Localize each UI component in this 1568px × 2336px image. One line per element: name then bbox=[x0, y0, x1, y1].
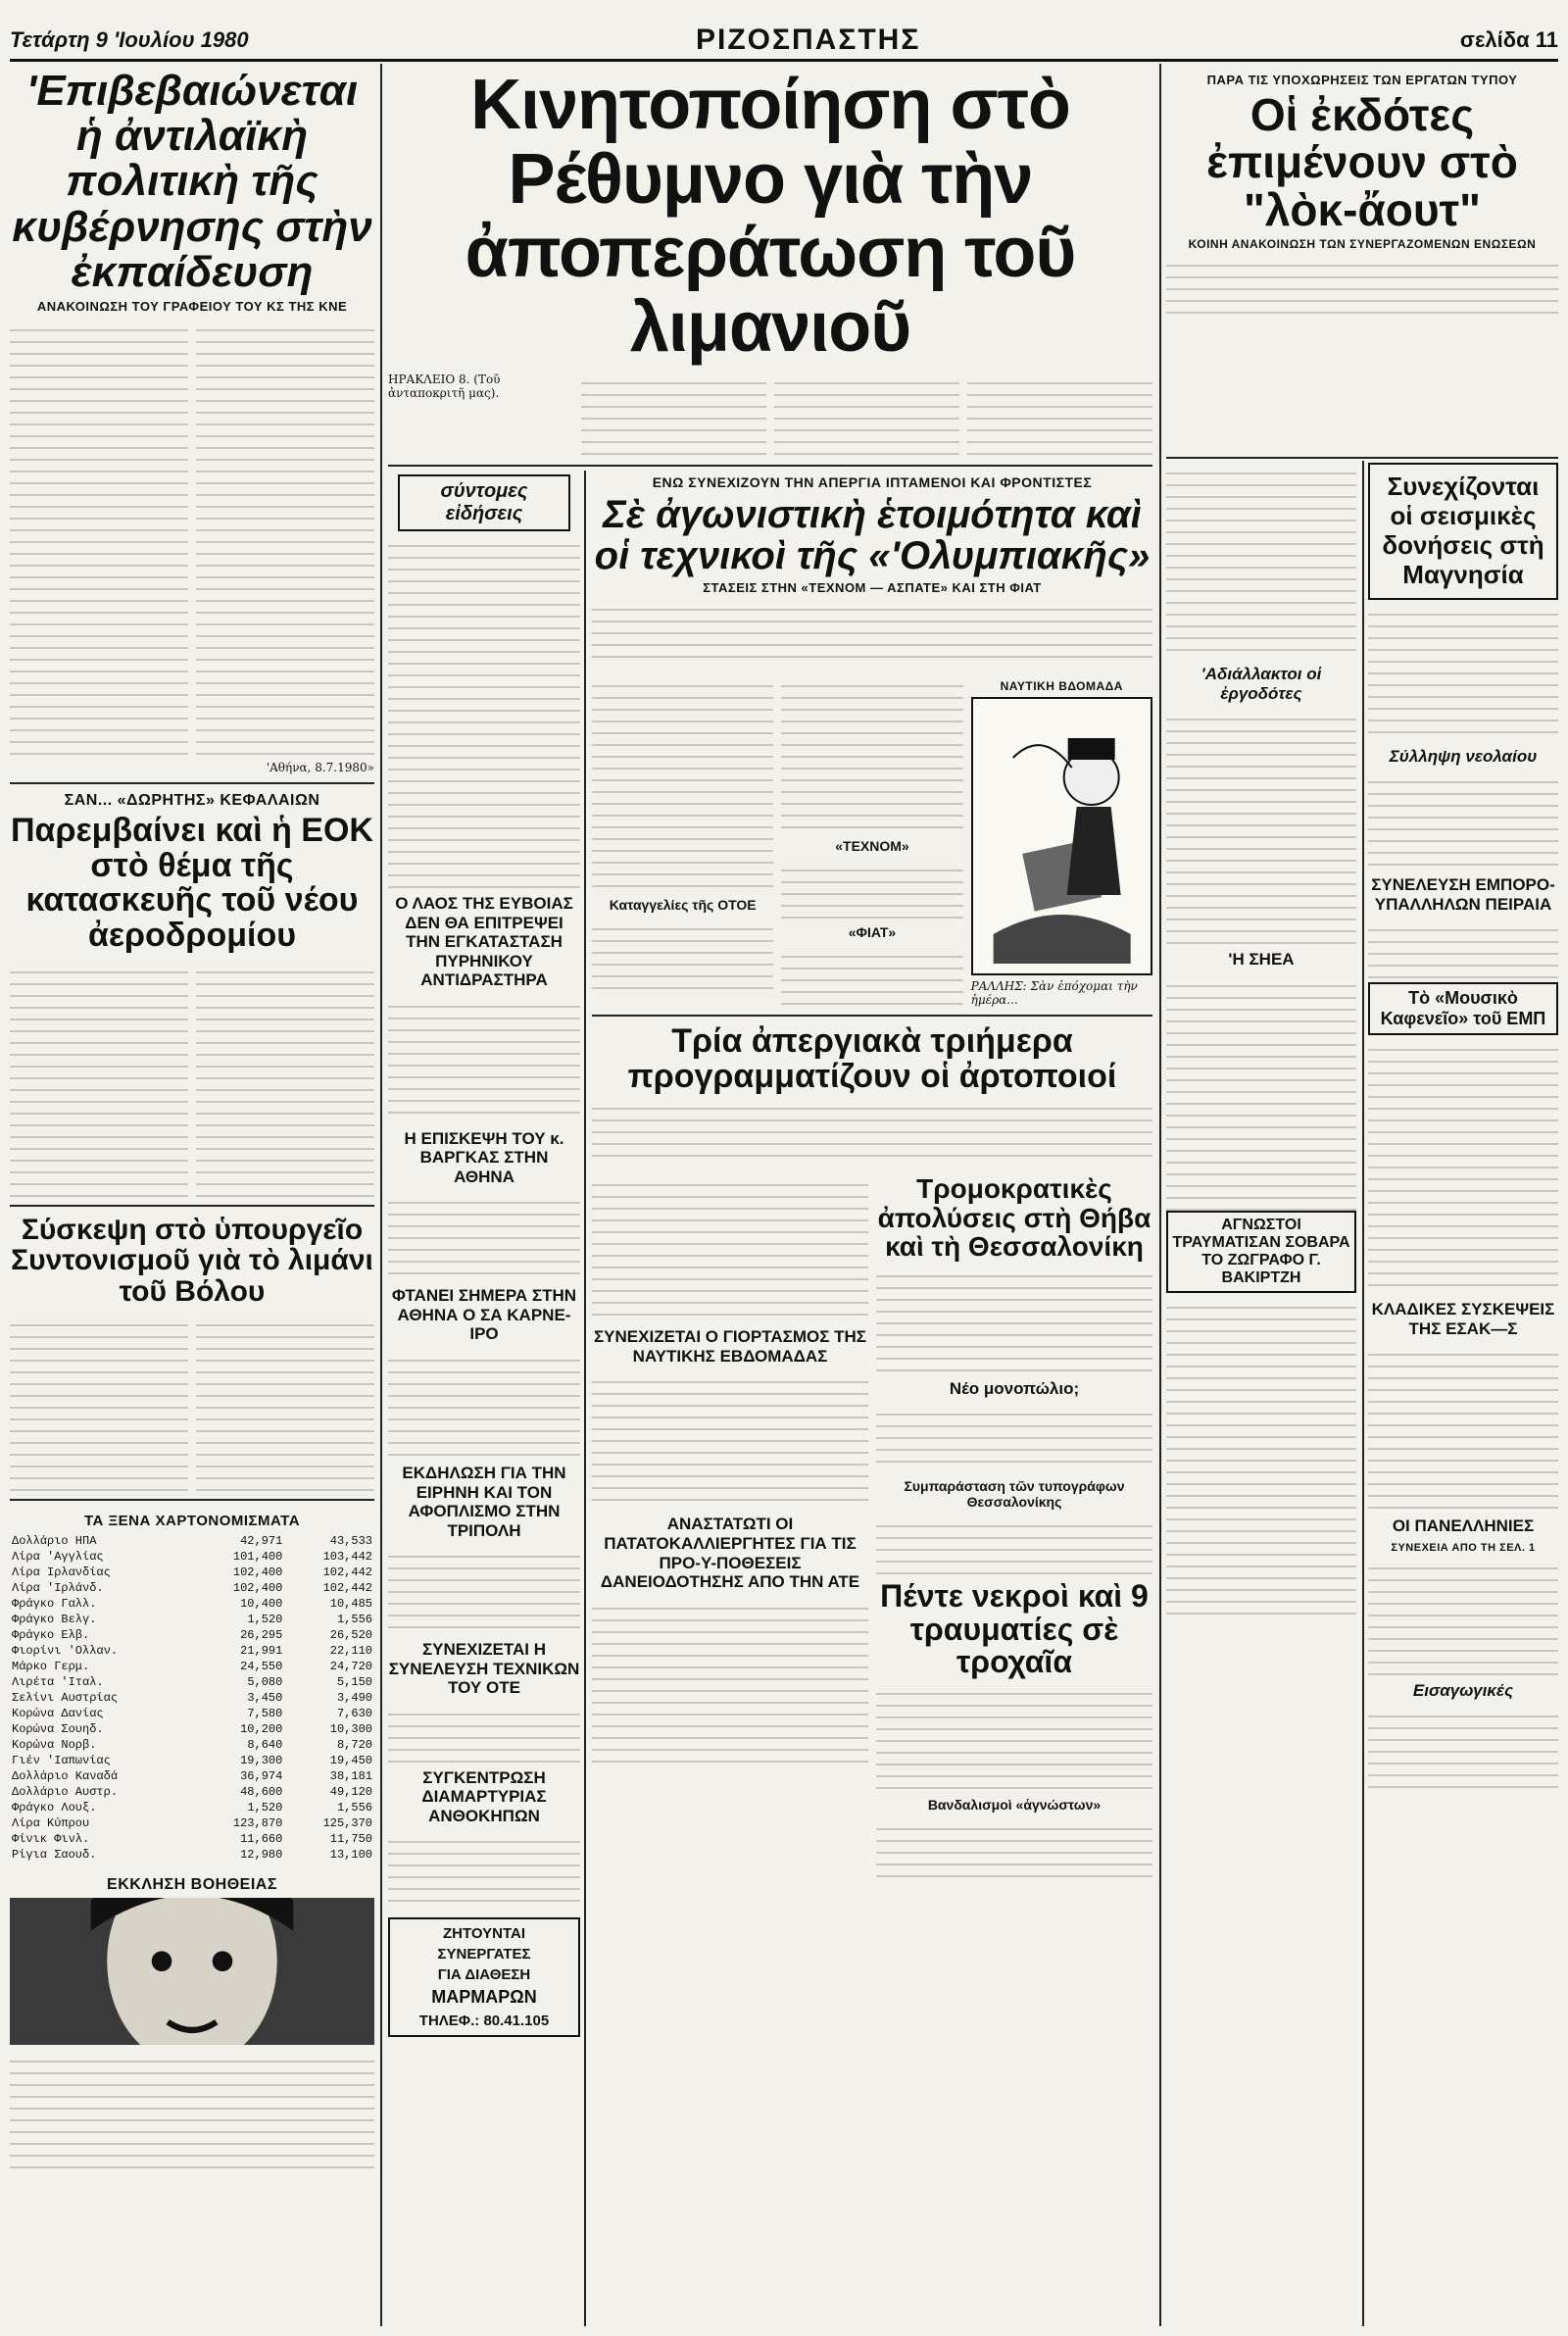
column-a bbox=[10, 69, 374, 2323]
short-news-label: σύντομες εἰδήσεις bbox=[398, 474, 570, 531]
headline-airport: Παρεμβαίνει καὶ ἡ ΕΟΚ στὸ θέμα τῆς κατασκευῆς τοῦ νέου ἀεροδρομίου bbox=[11, 811, 373, 954]
divider bbox=[10, 782, 374, 784]
fx-row bbox=[10, 1659, 374, 1674]
fx-sell: 26,520 bbox=[329, 1628, 372, 1643]
masthead bbox=[10, 22, 1558, 62]
body-text bbox=[592, 1174, 868, 1321]
headline-esak: ΚΛΑΔΙΚΕΣ ΣΥΣΚΕΨΕΙΣ ΤΗΣ ΕΣΑΚ—Σ bbox=[1371, 1300, 1555, 1338]
body-text bbox=[1368, 771, 1558, 870]
column-d-right bbox=[1368, 463, 1558, 2325]
divider bbox=[592, 1015, 1152, 1017]
fx-buy: 10,200 bbox=[240, 1722, 283, 1737]
body-text bbox=[876, 1683, 1152, 1791]
fx-currency: Λίρα 'Αγγλίας bbox=[12, 1550, 104, 1565]
fx-sell: 10,300 bbox=[329, 1722, 372, 1737]
body-text bbox=[781, 946, 962, 1005]
fx-buy: 5,080 bbox=[247, 1675, 283, 1690]
column-rule bbox=[584, 471, 586, 2326]
fx-buy: 1,520 bbox=[247, 1613, 283, 1627]
fx-currency: Φράγκο Γαλλ. bbox=[12, 1597, 97, 1612]
body-text bbox=[876, 1818, 1152, 1877]
article-airport bbox=[10, 792, 374, 1197]
article-volos bbox=[10, 1215, 374, 1492]
fx-currency: Γιέν 'Ιαπωνίας bbox=[12, 1754, 111, 1768]
fx-sell: 49,120 bbox=[329, 1785, 372, 1800]
fx-sell: 3,490 bbox=[336, 1691, 372, 1706]
article-education bbox=[10, 69, 374, 774]
fx-buy: 101,400 bbox=[232, 1550, 283, 1565]
kicker-exams: ΣΥΝΕΧΕΙΑ ΑΠΟ ΤΗ ΣΕΛ. 1 bbox=[1391, 1541, 1536, 1554]
fx-row bbox=[10, 1815, 374, 1831]
fx-row bbox=[10, 1800, 374, 1815]
fx-buy: 48,600 bbox=[240, 1785, 283, 1800]
fx-currency: Σελίνι Αυστρίας bbox=[12, 1691, 119, 1706]
fx-buy: 11,660 bbox=[240, 1832, 283, 1847]
fx-table bbox=[10, 1533, 374, 1863]
fx-title: ΤΑ ΞΕΝΑ ΧΑΡΤΟΝΟΜΙΣΜΑΤΑ bbox=[83, 1513, 301, 1530]
body-text bbox=[592, 1098, 1152, 1167]
deck-lockout: ΚΟΙΝΗ ΑΝΑΚΟΙΝΩΣΗ ΤΩΝ ΣΥΝΕΡΓΑΖΟΜΕΝΩΝ ΕΝΩΣΕΩΝ bbox=[1188, 236, 1537, 251]
body-text bbox=[388, 1831, 580, 1910]
body-text bbox=[581, 373, 766, 461]
headline-evia: Ο ΛΑΟΣ ΤΗΣ ΕΥΒΟΙΑΣ ΔΕΝ ΘΑ ΕΠΙΤΡΕΨΕΙ ΤΗΝ ΕΓΚΑΤΑΣΤΑΣΗ ΠΥΡΗΝΙΚΟΥ ΑΝΤΙΔΡΑΣΤΗΡΑ bbox=[395, 894, 573, 990]
fx-sell: 11,750 bbox=[329, 1832, 372, 1847]
dateline: ΗΡΑΚΛΕΙΟ 8. (Τοῦ ἀνταποκριτῆ μας). bbox=[388, 373, 501, 401]
body-text bbox=[967, 373, 1152, 461]
appeal-block bbox=[10, 1876, 374, 2178]
body-text bbox=[10, 320, 188, 761]
fx-row bbox=[10, 1674, 374, 1690]
body-text bbox=[781, 860, 962, 919]
fx-buy: 19,300 bbox=[240, 1754, 283, 1768]
kicker-airport: ΣΑΝ... «ΔΩΡΗΤΗΣ» ΚΕΦΑΛΑΙΩΝ bbox=[64, 791, 320, 809]
body-text bbox=[592, 675, 773, 891]
fx-buy: 12,980 bbox=[240, 1848, 283, 1863]
fx-sell: 43,533 bbox=[329, 1534, 372, 1549]
article-lockout bbox=[1166, 69, 1558, 456]
fx-buy: 123,870 bbox=[232, 1816, 283, 1831]
fx-buy: 102,400 bbox=[232, 1566, 283, 1580]
body-text bbox=[876, 1266, 1152, 1373]
headline-earthquakes: Συνεχίζονται οἱ σεισμικὲς δονήσεις στὴ Μαγνησία bbox=[1368, 463, 1558, 600]
headline-ote: ΣΥΝΕΧΙΖΕΤΑΙ Η ΣΥΝΕΛΕΥΣΗ ΤΕΧΝΙΚΩΝ ΤΟΥ ΟΤΕ bbox=[388, 1640, 580, 1698]
fx-sell: 5,150 bbox=[336, 1675, 372, 1690]
sub-vandalism: Βανδαλισμοὶ «ἀγνώστων» bbox=[927, 1797, 1102, 1814]
sub-employers: 'Αδιάλλακτοι οἱ ἐργοδότες bbox=[1200, 665, 1322, 703]
fx-sell: 1,556 bbox=[336, 1613, 372, 1627]
headline-exams: ΟΙ ΠΑΝΕΛΛΗΝΙΕΣ bbox=[1392, 1516, 1535, 1536]
fx-row bbox=[10, 1549, 374, 1565]
headline-florists: ΣΥΓΚΕΝΤΡΩΣΗ ΔΙΑΜΑΡΤΥΡΙΑΣ ΑΝΘΟΚΗΠΩΝ bbox=[421, 1767, 547, 1825]
c-right bbox=[876, 1174, 1152, 1877]
fx-table-block bbox=[10, 1509, 374, 2178]
fx-sell: 38,181 bbox=[329, 1769, 372, 1784]
sub-otoe: Καταγγελίες τῆς ΟΤΟΕ bbox=[609, 897, 757, 913]
headline-olympic: Σὲ ἀγωνιστικὴ ἑτοιμότητα καὶ οἱ τεχνικοὶ τῆς «'Ολυμπιακῆς» bbox=[594, 493, 1151, 577]
kicker-education: ΑΝΑΚΟΙΝΩΣΗ ΤΟΥ ΓΡΑΦΕΙΟΥ ΤΟΥ ΚΣ ΤΗΣ ΚΝΕ bbox=[36, 298, 348, 314]
divider bbox=[388, 465, 1152, 467]
divider bbox=[1166, 457, 1558, 459]
fx-buy: 24,550 bbox=[240, 1660, 283, 1674]
body-text bbox=[1368, 1558, 1558, 1675]
body-text bbox=[196, 962, 374, 1197]
fx-sell: 102,442 bbox=[322, 1581, 372, 1596]
headline-potato: ΑΝΑΣΤΑΤΩΤΙ ΟΙ ΠΑΤΑΤΟΚΑΛΛΙΕΡΓΗΤΕΣ ΓΙΑ ΤΙΣ ΠΡΟ-Υ-ΠΟΘΕΣΕΙΣ ΔΑΝΕΙΟΔΟΤΗΣΗΣ ΑΠΟ ΤΗΝ ΑΤΕ bbox=[600, 1515, 860, 1592]
cartoon bbox=[971, 697, 1152, 975]
body-text bbox=[1368, 1706, 1558, 1794]
body-text bbox=[1368, 1039, 1558, 1294]
headline-admissions: Εισαγωγικές bbox=[1412, 1680, 1514, 1700]
body-text bbox=[876, 1404, 1152, 1472]
column-b bbox=[388, 471, 580, 2323]
olympic-col-1 bbox=[592, 675, 773, 1007]
kicker-lockout: ΠΑΡΑ ΤΙΣ ΥΠΟΧΩΡΗΣΕΙΣ ΤΩΝ ΕΡΓΑΤΩΝ ΤΥΠΟΥ bbox=[1206, 73, 1518, 87]
appeal-headline: ΕΚΚΛΗΣΗ ΒΟΗΘΕΙΑΣ bbox=[107, 1876, 277, 1894]
headline-lockout: Οἱ ἐκδότες ἐπιμένουν στὸ "λὸκ-ἄουτ" bbox=[1206, 89, 1518, 235]
sub-technom: «ΤΕΧΝΟΜ» bbox=[835, 838, 909, 854]
sub-fiat: «ΦΙΑΤ» bbox=[848, 924, 897, 941]
cartoon-title: ΝΑΥΤΙΚΗ ΒΔΟΜΑΔΑ bbox=[1000, 679, 1123, 693]
column-d-left bbox=[1166, 463, 1356, 2325]
headline-dismissals: Τρομοκρατικὲς ἀπολύσεις στὴ Θήβα καὶ τὴ Θεσσαλονίκη bbox=[877, 1173, 1152, 1263]
fx-row bbox=[10, 1690, 374, 1706]
body-text bbox=[1166, 975, 1356, 1211]
divider bbox=[10, 1499, 374, 1501]
fx-row bbox=[10, 1612, 374, 1627]
appeal-photo bbox=[10, 1898, 374, 2045]
fx-currency: Μάρκο Γερμ. bbox=[12, 1660, 90, 1674]
body-text bbox=[1368, 604, 1558, 741]
body-text bbox=[1166, 1297, 1356, 1620]
fx-and-appeal bbox=[10, 1509, 374, 2178]
body-text bbox=[774, 373, 959, 461]
fx-currency: Κορώνα Σουηδ. bbox=[12, 1722, 104, 1737]
headline-education: 'Επιβεβαιώνεται ἡ ἀντιλαϊκὴ πολιτικὴ τῆς κυβέρνησης στὴν ἐκπαίδευση bbox=[12, 69, 372, 296]
fx-buy: 3,450 bbox=[247, 1691, 283, 1706]
body-text bbox=[592, 919, 773, 997]
fx-row bbox=[10, 1533, 374, 1549]
body-text bbox=[592, 1598, 868, 1764]
fx-buy: 10,400 bbox=[240, 1597, 283, 1612]
body-text bbox=[1368, 919, 1558, 978]
body-text bbox=[1166, 709, 1356, 944]
fx-sell: 22,110 bbox=[329, 1644, 372, 1659]
fx-row bbox=[10, 1565, 374, 1580]
headline-naval: ΣΥΝΕΧΙΖΕΤΑΙ Ο ΓΙΟΡΤΑΣΜΟΣ ΤΗΣ ΝΑΥΤΙΚΗΣ ΕΒΔΟΜΑΔΑΣ bbox=[593, 1327, 866, 1366]
fx-currency: Δολλάριο Αυστρ. bbox=[12, 1785, 119, 1800]
fx-sell: 7,630 bbox=[336, 1707, 372, 1721]
body-text bbox=[592, 599, 1152, 668]
body-text bbox=[1368, 1344, 1558, 1511]
body-text bbox=[10, 1315, 188, 1491]
article-rethymno bbox=[388, 69, 1152, 461]
headline-carneiro: ΦΤΑΝΕΙ ΣΗΜΕΡΑ ΣΤΗΝ ΑΘΗΝΑ Ο ΣΑ ΚΑΡΝΕ-ΙΡΟ bbox=[391, 1286, 577, 1344]
fx-buy: 7,580 bbox=[247, 1707, 283, 1721]
column-rule bbox=[1159, 64, 1161, 2326]
fx-currency: Δολλάριο Καναδά bbox=[12, 1769, 119, 1784]
kicker-olympic: ΕΝΩ ΣΥΝΕΧΙΖΟΥΝ ΤΗΝ ΑΠΕΡΓΙΑ ΙΠΤΑΜΕΝΟΙ ΚΑΙ ΦΡΟΝΤΙΣΤΕΣ bbox=[652, 474, 1093, 490]
fx-sell: 13,100 bbox=[329, 1848, 372, 1863]
fx-currency: Φίνικ Φινλ. bbox=[12, 1832, 90, 1847]
headline-tripoli: ΕΚΔΗΛΩΣΗ ΓΙΑ ΤΗΝ ΕΙΡΗΝΗ ΚΑΙ ΤΟΝ ΑΦΟΠΛΙΣΜΟ ΣΤΗΝ ΤΡΙΠΟΛΗ bbox=[402, 1464, 566, 1540]
headline-cafe: Τὸ «Μουσικὸ Καφενεῖο» τοῦ ΕΜΠ bbox=[1368, 982, 1558, 1035]
fx-currency: Φράγκο Λουξ. bbox=[12, 1801, 97, 1815]
fx-row bbox=[10, 1768, 374, 1784]
body-text bbox=[10, 962, 188, 1197]
fx-buy: 21,991 bbox=[240, 1644, 283, 1659]
fx-row bbox=[10, 1596, 374, 1612]
fx-sell: 10,485 bbox=[329, 1597, 372, 1612]
fx-row bbox=[10, 1721, 374, 1737]
fx-currency: Κορώνα Δανίας bbox=[12, 1707, 104, 1721]
sub-arrest: Σύλληψη νεολαίου bbox=[1389, 746, 1538, 766]
fx-buy: 26,295 bbox=[240, 1628, 283, 1643]
body-text bbox=[196, 1315, 374, 1491]
headline-rethymno: Κινητοποίηση στὸ Ρέθυμνο γιὰ τὴν ἀποπεράτωση τοῦ λιμανιοῦ bbox=[465, 69, 1076, 367]
fx-currency: Φιορίνι 'Ολλαν. bbox=[12, 1644, 119, 1659]
headline-volos: Σύσκεψη στὸ ὑπουργεῖο Συντονισμοῦ γιὰ τὸ λιμάνι τοῦ Βόλου bbox=[11, 1213, 373, 1308]
fx-row bbox=[10, 1706, 374, 1721]
fx-row bbox=[10, 1627, 374, 1643]
fx-currency: Ρίγια Σαουδ. bbox=[12, 1848, 97, 1863]
fx-sell: 103,442 bbox=[322, 1550, 372, 1565]
sub-monopoly: Νέο μονοπώλιο; bbox=[949, 1378, 1080, 1398]
fx-row bbox=[10, 1737, 374, 1753]
body-text bbox=[196, 320, 374, 761]
headline-traffic: Πέντε νεκροὶ καὶ 9 τραυματίες σὲ τροχαῖα bbox=[880, 1578, 1149, 1680]
body-text bbox=[592, 1371, 868, 1509]
olympic-col-2 bbox=[781, 675, 962, 1007]
body-text bbox=[1166, 255, 1558, 323]
fx-sell: 102,442 bbox=[322, 1566, 372, 1580]
fx-sell: 19,450 bbox=[329, 1754, 372, 1768]
fx-currency: Λίρα 'Ιρλάνδ. bbox=[12, 1581, 104, 1596]
fx-buy: 42,971 bbox=[240, 1534, 283, 1549]
fx-buy: 8,640 bbox=[247, 1738, 283, 1753]
body-text bbox=[10, 2051, 374, 2178]
column-rule bbox=[380, 64, 382, 2326]
headline-vargas: Η ΕΠΙΣΚΕΨΗ ΤΟΥ κ. ΒΑΡΓΚΑΣ ΣΤΗΝ ΑΘΗΝΑ bbox=[404, 1128, 564, 1186]
fx-sell: 125,370 bbox=[322, 1816, 372, 1831]
fx-sell: 1,556 bbox=[336, 1801, 372, 1815]
fx-currency: Κορώνα Νορβ. bbox=[12, 1738, 97, 1753]
fx-currency: Λίρα Ιρλανδίας bbox=[12, 1566, 111, 1580]
body-text bbox=[876, 1516, 1152, 1574]
fx-currency: Φράγκο Βελγ. bbox=[12, 1613, 97, 1627]
fx-sell: 8,720 bbox=[336, 1738, 372, 1753]
signoff: 'Αθήνα, 8.7.1980» bbox=[266, 760, 374, 774]
fx-currency: Λιρέτα 'Ιταλ. bbox=[12, 1675, 104, 1690]
sub-typographers: Συμπαράσταση τῶν τυπογράφων Θεσσαλονίκης bbox=[904, 1478, 1125, 1511]
headline-vakirtzis: ΑΓΝΩΣΤΟΙ ΤΡΑΥΜΑΤΙΣΑΝ ΣΟΒΑΡΑ ΤΟ ΖΩΓΡΑΦΟ Γ. ΒΑΚΙΡΤΖΗ bbox=[1166, 1211, 1356, 1293]
fx-row bbox=[10, 1753, 374, 1768]
fx-row bbox=[10, 1643, 374, 1659]
body-text bbox=[388, 1192, 580, 1280]
deck-olympic: ΣΤΑΣΕΙΣ ΣΤΗΝ «ΤΕΧΝΟΜ — ΑΣΠΑΤΕ» ΚΑΙ ΣΤΗ ΦΙΑΤ bbox=[703, 580, 1042, 595]
issue-date: Τετάρτη 9 'Ιουλίου 1980 bbox=[10, 27, 249, 52]
cartoon-caption: ΡΑΛΛΗΣ: Σὰν ἐπόχομαι τὴν ἡμέρα... bbox=[970, 979, 1138, 1007]
fx-buy: 1,520 bbox=[247, 1801, 283, 1815]
fx-currency: Δολλάριο ΗΠΑ bbox=[12, 1534, 97, 1549]
fx-row bbox=[10, 1784, 374, 1800]
column-c bbox=[592, 471, 1152, 2323]
body-text bbox=[388, 1704, 580, 1763]
body-text bbox=[781, 675, 962, 832]
paper-name: ΡΙΖΟΣΠΑΣΤΗΣ bbox=[696, 24, 921, 56]
fx-buy: 36,974 bbox=[240, 1769, 283, 1784]
column-rule bbox=[1362, 461, 1364, 2326]
c-left bbox=[592, 1174, 868, 1877]
fx-row bbox=[10, 1831, 374, 1847]
divider bbox=[10, 1205, 374, 1207]
fx-row bbox=[10, 1580, 374, 1596]
body-text bbox=[388, 1546, 580, 1634]
page-number: σελίδα 11 bbox=[1459, 27, 1558, 52]
fx-currency: Φράγκο Ελβ. bbox=[12, 1628, 90, 1643]
body-text bbox=[388, 1350, 580, 1458]
body-text bbox=[388, 535, 580, 888]
classified-ad: ΖΗΤΟΥΝΤΑΙ ΣΥΝΕΡΓΑΤΕΣ ΓΙΑ ΔΙΑΘΕΣΗ ΜΑΡΜΑΡΩΝ ΤΗΛΕΦ.: 80.41.105 bbox=[388, 1917, 580, 2036]
cartoon-block bbox=[971, 675, 1152, 1007]
fx-row bbox=[10, 1847, 374, 1863]
headline-bakers: Τρία ἀπεργιακὰ τριήμερα προγραμματίζουν οἱ ἀρτοποιοί bbox=[627, 1022, 1117, 1095]
body-text bbox=[1166, 463, 1356, 659]
sub-sheea: 'Η ΣΗΕΑ bbox=[1228, 950, 1295, 969]
fx-sell: 24,720 bbox=[329, 1660, 372, 1674]
headline-piraeus: ΣΥΝΕΛΕΥΣΗ ΕΜΠΟΡΟ-ΥΠΑΛΛΗΛΩΝ ΠΕΙΡΑΙΑ bbox=[1371, 875, 1555, 914]
fx-buy: 102,400 bbox=[232, 1581, 283, 1596]
body-text bbox=[388, 996, 580, 1123]
fx-currency: Λίρα Κύπρου bbox=[12, 1816, 90, 1831]
